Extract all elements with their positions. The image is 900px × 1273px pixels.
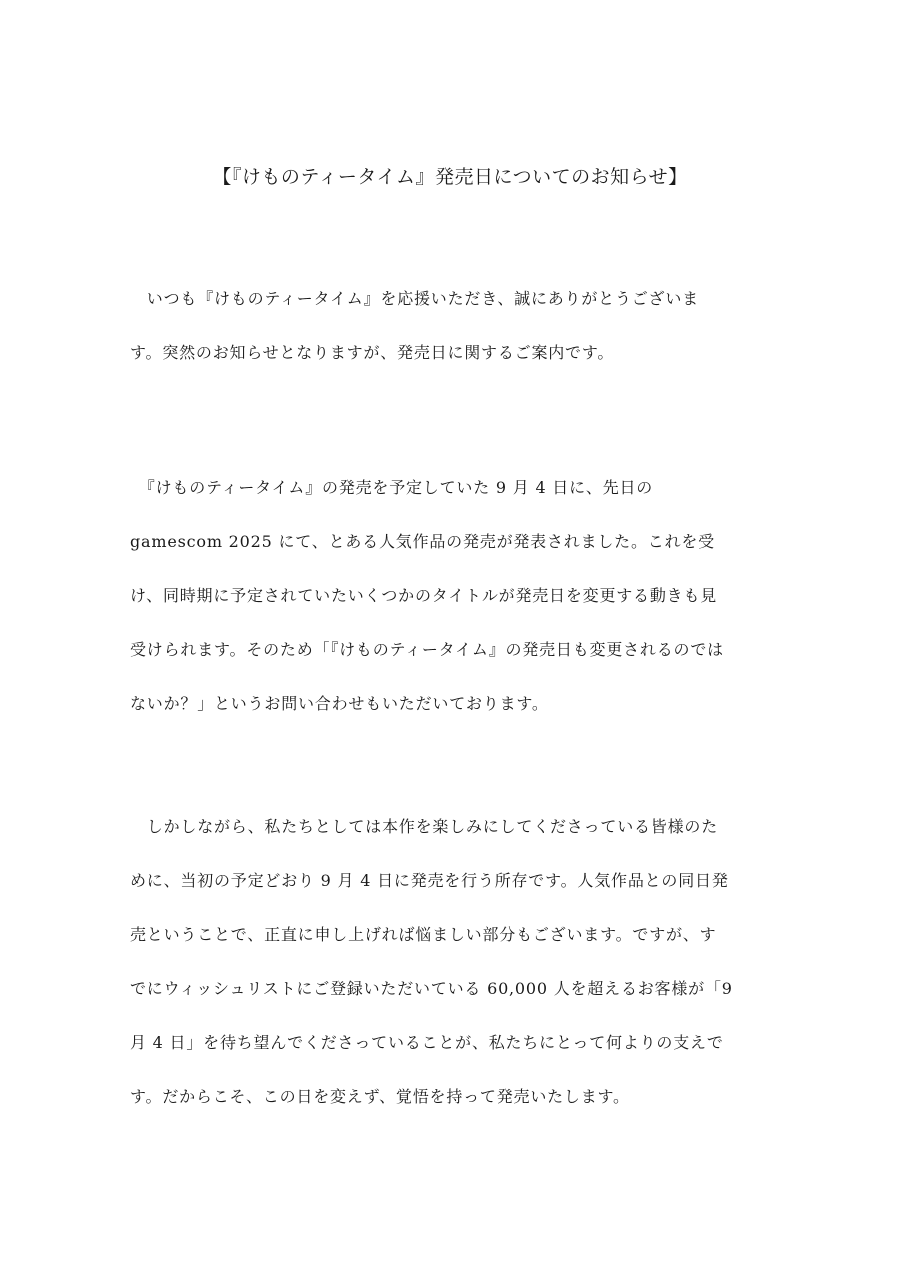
- document-title: 【『けものティータイム』発売日についてのお知らせ】: [212, 166, 688, 188]
- paragraph-3-line-2: めに、当初の予定どおり 9 月 4 日に発売を行う所存です。人気作品との同日発: [130, 871, 729, 890]
- paragraph-3-line-4: でにウィッシュリストにご登録いただいている 60,000 人を超えるお客様が「9: [130, 979, 733, 998]
- paragraph-3-line-3: 売ということで、正直に申し上げれば悩ましい部分もございます。ですが、す: [130, 925, 717, 944]
- paragraph-2-line-5: ないか？」というお問い合わせもいただいております。: [130, 694, 549, 713]
- paragraph-2-line-2: gamescom 2025 にて、とある人気作品の発売が発表されました。これを受: [130, 532, 715, 551]
- paragraph-2-line-3: け、同時期に予定されていたいくつかのタイトルが発売日を変更する動きも見: [130, 586, 718, 605]
- paragraph-3-line-6: す。だからこそ、この日を変えず、覚悟を持って発売いたします。: [130, 1087, 630, 1106]
- paragraph-3-line-1: しかしながら、私たちとしては本作を楽しみにしてくださっている皆様のた: [130, 817, 719, 836]
- paragraph-1-line-1: いつも『けものティータイム』を応援いただき、誠にありがとうございま: [130, 289, 699, 308]
- paragraph-2-line-4: 受けられます。そのため「『けものティータイム』の発売日も変更されるのでは: [130, 640, 724, 659]
- paragraph-3-line-5: 月 4 日」を待ち望んでくださっていることが、私たちにとって何よりの支えで: [130, 1033, 724, 1052]
- paragraph-1-line-2: す。突然のお知らせとなりますが、発売日に関するご案内です。: [130, 343, 615, 362]
- paragraph-2-line-1: 『けものティータイム』の発売を予定していた 9 月 4 日に、先日の: [130, 478, 654, 497]
